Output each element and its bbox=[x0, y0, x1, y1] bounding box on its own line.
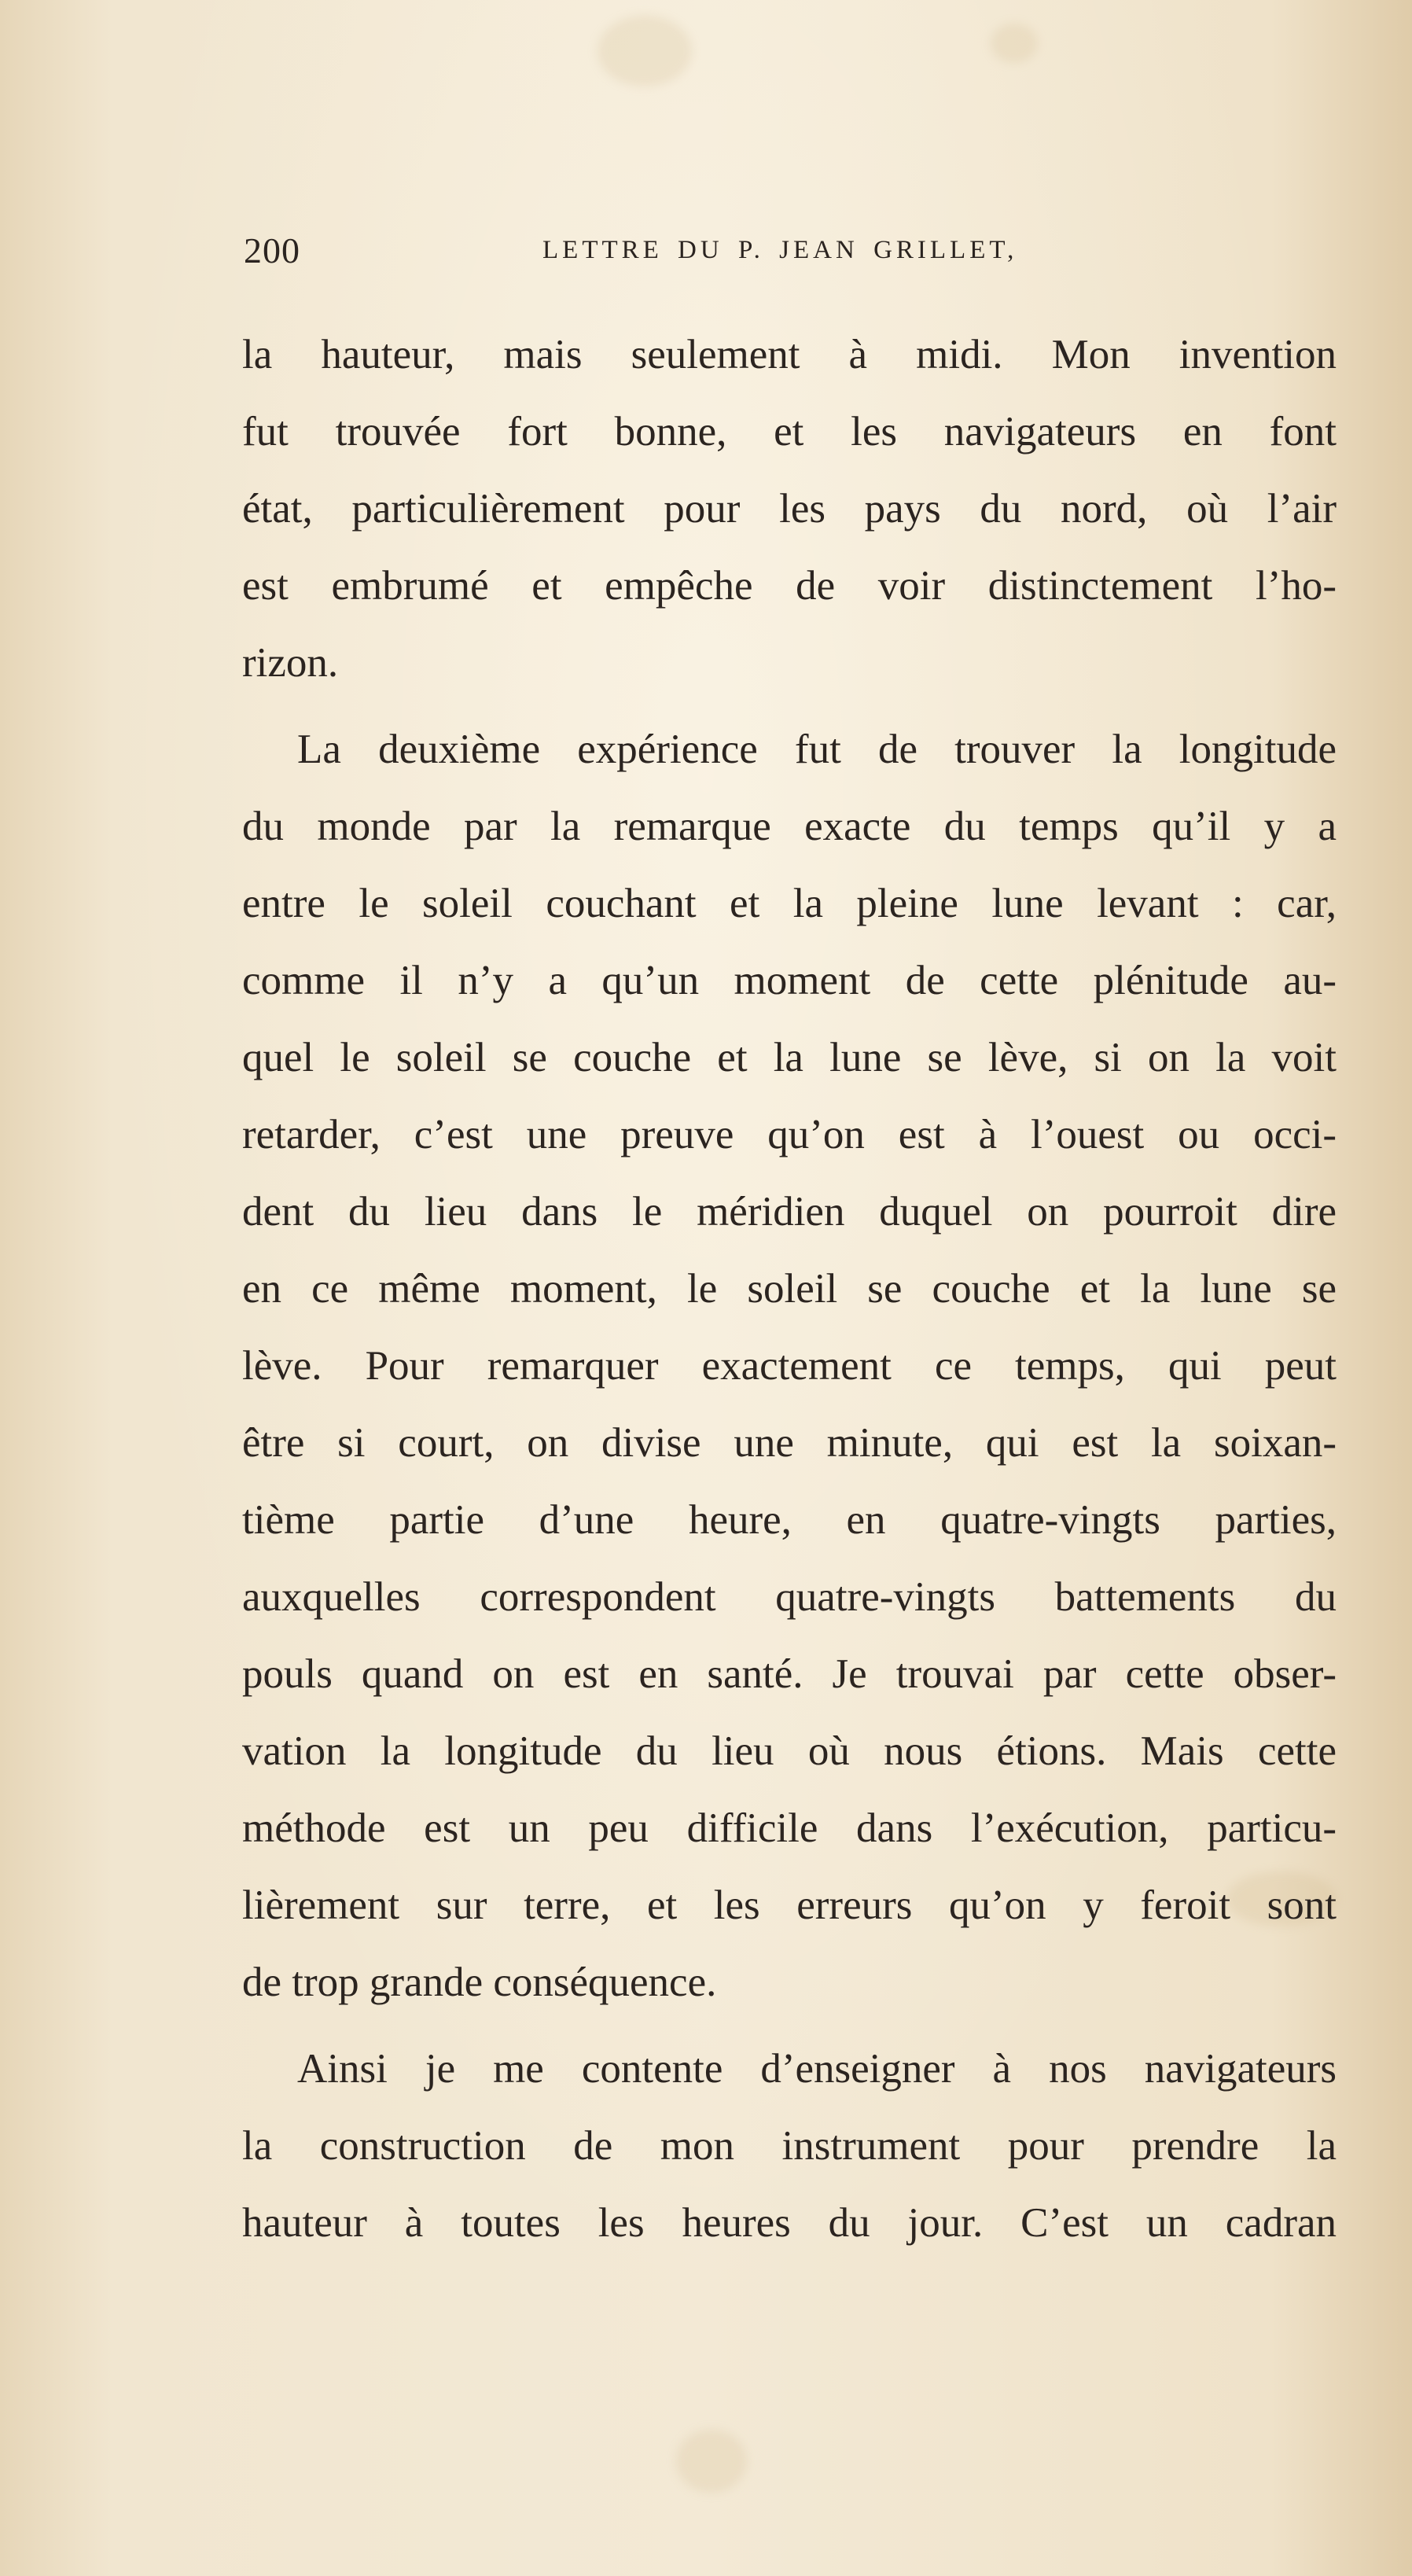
body-text bbox=[242, 316, 1337, 2261]
text-line: en ce même moment, le soleil se couche et la lune se bbox=[242, 1266, 1337, 1312]
text-line: La deuxième expérience fut de trouver la longitude bbox=[297, 727, 1337, 772]
text-line: la construction de mon instrument pour prendre la bbox=[242, 2123, 1337, 2169]
text-line: fut trouvée fort bonne, et les navigateurs en font bbox=[242, 409, 1337, 454]
text-line: vation la longitude du lieu où nous étions. Mais cette bbox=[242, 1728, 1337, 1774]
text-line: lièrement sur terre, et les erreurs qu’on y feroit sont bbox=[242, 1882, 1337, 1928]
text-line: entre le soleil couchant et la pleine lune levant : car, bbox=[242, 881, 1337, 926]
text-line: la hauteur, mais seulement à midi. Mon invention bbox=[242, 332, 1337, 377]
page-number: 200 bbox=[244, 230, 300, 270]
text-line: état, particulièrement pour les pays du nord, où l’air bbox=[242, 486, 1337, 532]
text-line: dent du lieu dans le méridien duquel on pourroit dire bbox=[242, 1189, 1337, 1235]
text-line: quel le soleil se couche et la lune se lève, si on la voit bbox=[242, 1035, 1337, 1080]
text-line: de trop grande conséquence. bbox=[242, 1960, 717, 2005]
text-line: rizon. bbox=[242, 640, 339, 686]
paper-stain bbox=[991, 24, 1038, 63]
text-line: tième partie d’une heure, en quatre-vingts parties, bbox=[242, 1497, 1337, 1543]
text-line: comme il n’y a qu’un moment de cette plénitude au- bbox=[242, 958, 1337, 1003]
text-line: lève. Pour remarquer exactement ce temps, qui peut bbox=[242, 1343, 1337, 1389]
text-line: auxquelles correspondent quatre-vingts battements du bbox=[242, 1574, 1337, 1620]
page-header bbox=[244, 230, 1329, 277]
text-line: méthode est un peu difficile dans l’exécution, particu- bbox=[242, 1805, 1337, 1851]
text-line: pouls quand on est en santé. Je trouvai par cette obser- bbox=[242, 1651, 1337, 1697]
paper-stain bbox=[598, 16, 692, 86]
text-line: est embrumé et empêche de voir distinctement l’ho- bbox=[242, 563, 1337, 609]
paper-stain bbox=[676, 2430, 747, 2493]
text-line: hauteur à toutes les heures du jour. C’est un cadran bbox=[242, 2200, 1337, 2246]
text-line: être si court, on divise une minute, qui est la soixan- bbox=[242, 1420, 1337, 1466]
running-head: LETTRE DU P. JEAN GRILLET, bbox=[542, 236, 1018, 264]
text-line: du monde par la remarque exacte du temps qu’il y a bbox=[242, 804, 1337, 849]
text-line: Ainsi je me contente d’enseigner à nos navigateurs bbox=[297, 2046, 1337, 2092]
text-line: retarder, c’est une preuve qu’on est à l’ouest ou occi- bbox=[242, 1112, 1337, 1157]
